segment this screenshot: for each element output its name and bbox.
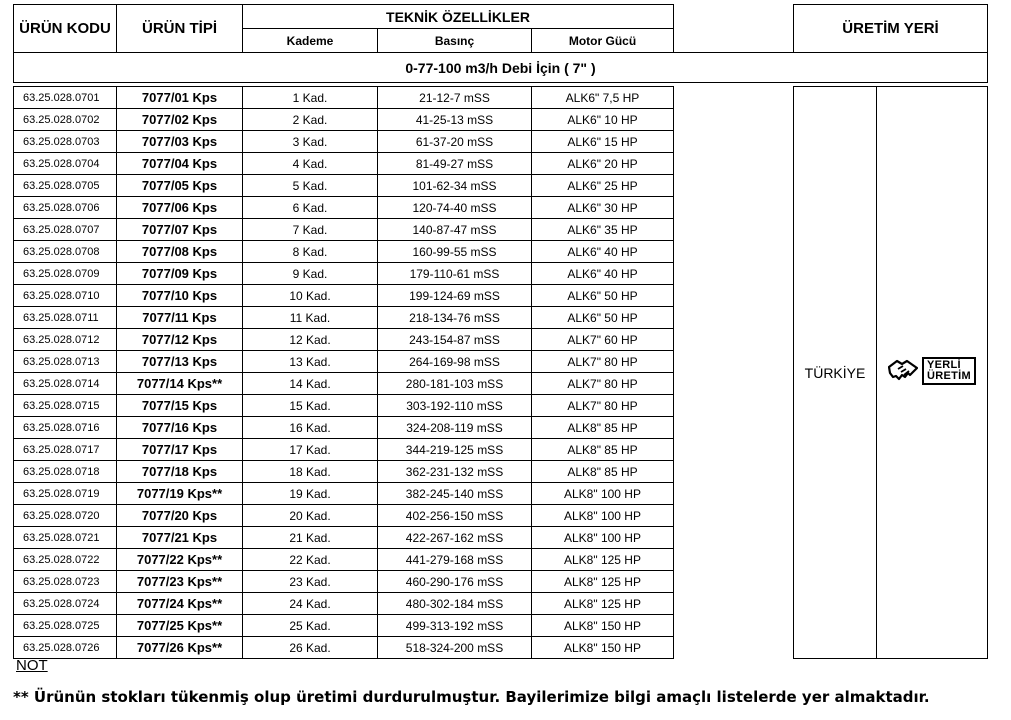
- header-technical: TEKNİK ÖZELLİKLER: [243, 5, 674, 29]
- product-code-cell: 63.25.028.0722: [14, 549, 117, 571]
- pressure-cell: 303-192-110 mSS: [378, 395, 532, 417]
- pressure-cell: 441-279-168 mSS: [378, 549, 532, 571]
- pressure-cell: 280-181-103 mSS: [378, 373, 532, 395]
- pressure-cell: 402-256-150 mSS: [378, 505, 532, 527]
- product-code-cell: 63.25.028.0709: [14, 263, 117, 285]
- handshake-icon: [888, 358, 918, 384]
- product-code-cell: 63.25.028.0726: [14, 637, 117, 659]
- motor-power-cell: ALK8" 85 HP: [532, 417, 674, 439]
- note-label: NOT: [16, 657, 48, 674]
- product-type-cell: 7077/15 Kps: [117, 395, 243, 417]
- pressure-cell: 140-87-47 mSS: [378, 219, 532, 241]
- motor-power-cell: ALK8" 125 HP: [532, 593, 674, 615]
- product-table: [13, 4, 988, 659]
- product-type-cell: 7077/25 Kps**: [117, 615, 243, 637]
- header-production-place: ÜRETİM YERİ: [794, 5, 988, 53]
- product-code-cell: 63.25.028.0718: [14, 461, 117, 483]
- header-pressure: Basınç: [378, 29, 532, 53]
- pressure-cell: 218-134-76 mSS: [378, 307, 532, 329]
- pressure-cell: 243-154-87 mSS: [378, 329, 532, 351]
- product-code-cell: 63.25.028.0705: [14, 175, 117, 197]
- stage-cell: 11 Kad.: [243, 307, 378, 329]
- motor-power-cell: ALK8" 150 HP: [532, 637, 674, 659]
- header-motor-power: Motor Gücü: [532, 29, 674, 53]
- pressure-cell: 120-74-40 mSS: [378, 197, 532, 219]
- product-type-cell: 7077/22 Kps**: [117, 549, 243, 571]
- pressure-cell: 499-313-192 mSS: [378, 615, 532, 637]
- pressure-cell: 21-12-7 mSS: [378, 87, 532, 109]
- pressure-cell: 344-219-125 mSS: [378, 439, 532, 461]
- product-code-cell: 63.25.028.0712: [14, 329, 117, 351]
- pressure-cell: 324-208-119 mSS: [378, 417, 532, 439]
- product-code-cell: 63.25.028.0711: [14, 307, 117, 329]
- product-type-cell: 7077/16 Kps: [117, 417, 243, 439]
- stage-cell: 16 Kad.: [243, 417, 378, 439]
- pressure-cell: 518-324-200 mSS: [378, 637, 532, 659]
- motor-power-cell: ALK8" 125 HP: [532, 571, 674, 593]
- product-code-cell: 63.25.028.0708: [14, 241, 117, 263]
- stage-cell: 4 Kad.: [243, 153, 378, 175]
- pressure-cell: 460-290-176 mSS: [378, 571, 532, 593]
- product-type-cell: 7077/24 Kps**: [117, 593, 243, 615]
- stage-cell: 5 Kad.: [243, 175, 378, 197]
- stage-cell: 17 Kad.: [243, 439, 378, 461]
- pressure-cell: 160-99-55 mSS: [378, 241, 532, 263]
- pressure-cell: 422-267-162 mSS: [378, 527, 532, 549]
- product-type-cell: 7077/04 Kps: [117, 153, 243, 175]
- product-type-cell: 7077/23 Kps**: [117, 571, 243, 593]
- motor-power-cell: ALK8" 125 HP: [532, 549, 674, 571]
- header-spacer: [674, 5, 794, 53]
- motor-power-cell: ALK8" 100 HP: [532, 505, 674, 527]
- motor-power-cell: ALK6" 15 HP: [532, 131, 674, 153]
- stage-cell: 15 Kad.: [243, 395, 378, 417]
- pressure-cell: 101-62-34 mSS: [378, 175, 532, 197]
- product-code-cell: 63.25.028.0719: [14, 483, 117, 505]
- flow-title: 0-77-100 m3/h Debi İçin ( 7" ): [14, 53, 988, 83]
- product-code-cell: 63.25.028.0706: [14, 197, 117, 219]
- product-type-cell: 7077/10 Kps: [117, 285, 243, 307]
- stage-cell: 12 Kad.: [243, 329, 378, 351]
- pressure-cell: 382-245-140 mSS: [378, 483, 532, 505]
- motor-power-cell: ALK8" 100 HP: [532, 483, 674, 505]
- product-type-cell: 7077/12 Kps: [117, 329, 243, 351]
- product-code-cell: 63.25.028.0725: [14, 615, 117, 637]
- yerli-uretim-logo: [888, 357, 976, 385]
- product-type-cell: 7077/06 Kps: [117, 197, 243, 219]
- table-row: [14, 87, 988, 109]
- product-type-cell: 7077/17 Kps: [117, 439, 243, 461]
- product-code-cell: 63.25.028.0721: [14, 527, 117, 549]
- motor-power-cell: ALK6" 50 HP: [532, 285, 674, 307]
- header-stage: Kademe: [243, 29, 378, 53]
- product-type-cell: 7077/11 Kps: [117, 307, 243, 329]
- stage-cell: 9 Kad.: [243, 263, 378, 285]
- product-type-cell: 7077/14 Kps**: [117, 373, 243, 395]
- logo-text: [922, 357, 976, 385]
- logo-line-1: YERLİ: [927, 358, 961, 371]
- motor-power-cell: ALK7" 80 HP: [532, 395, 674, 417]
- product-type-cell: 7077/20 Kps: [117, 505, 243, 527]
- stage-cell: 23 Kad.: [243, 571, 378, 593]
- stage-cell: 1 Kad.: [243, 87, 378, 109]
- stage-cell: 2 Kad.: [243, 109, 378, 131]
- pressure-cell: 199-124-69 mSS: [378, 285, 532, 307]
- product-type-cell: 7077/08 Kps: [117, 241, 243, 263]
- pressure-cell: 362-231-132 mSS: [378, 461, 532, 483]
- motor-power-cell: ALK7" 80 HP: [532, 373, 674, 395]
- stage-cell: 8 Kad.: [243, 241, 378, 263]
- motor-power-cell: ALK7" 60 HP: [532, 329, 674, 351]
- motor-power-cell: ALK6" 40 HP: [532, 241, 674, 263]
- stage-cell: 10 Kad.: [243, 285, 378, 307]
- product-code-cell: 63.25.028.0713: [14, 351, 117, 373]
- product-code-cell: 63.25.028.0707: [14, 219, 117, 241]
- pressure-cell: 179-110-61 mSS: [378, 263, 532, 285]
- motor-power-cell: ALK6" 7,5 HP: [532, 87, 674, 109]
- country-cell: TÜRKİYE: [794, 87, 877, 659]
- product-code-cell: 63.25.028.0723: [14, 571, 117, 593]
- product-code-cell: 63.25.028.0714: [14, 373, 117, 395]
- product-code-cell: 63.25.028.0704: [14, 153, 117, 175]
- stage-cell: 3 Kad.: [243, 131, 378, 153]
- product-code-cell: 63.25.028.0724: [14, 593, 117, 615]
- note-text: ** Ürünün stokları tükenmiş olup üretimi durdurulmuştur. Bayilerimize bilgi amaçlı listelerde yer almaktadır.: [13, 688, 930, 706]
- pressure-cell: 61-37-20 mSS: [378, 131, 532, 153]
- motor-power-cell: ALK6" 40 HP: [532, 263, 674, 285]
- stage-cell: 21 Kad.: [243, 527, 378, 549]
- motor-power-cell: ALK6" 10 HP: [532, 109, 674, 131]
- pressure-cell: 41-25-13 mSS: [378, 109, 532, 131]
- motor-power-cell: ALK8" 85 HP: [532, 439, 674, 461]
- product-code-cell: 63.25.028.0720: [14, 505, 117, 527]
- product-code-cell: 63.25.028.0710: [14, 285, 117, 307]
- motor-power-cell: ALK6" 20 HP: [532, 153, 674, 175]
- column-spacer: [674, 87, 794, 659]
- motor-power-cell: ALK6" 50 HP: [532, 307, 674, 329]
- stage-cell: 18 Kad.: [243, 461, 378, 483]
- product-type-cell: 7077/03 Kps: [117, 131, 243, 153]
- motor-power-cell: ALK6" 30 HP: [532, 197, 674, 219]
- stage-cell: 7 Kad.: [243, 219, 378, 241]
- stage-cell: 14 Kad.: [243, 373, 378, 395]
- header-product-code: ÜRÜN KODU: [14, 5, 117, 53]
- product-type-cell: 7077/18 Kps: [117, 461, 243, 483]
- product-code-cell: 63.25.028.0716: [14, 417, 117, 439]
- motor-power-cell: ALK8" 100 HP: [532, 527, 674, 549]
- product-type-cell: 7077/21 Kps: [117, 527, 243, 549]
- stage-cell: 26 Kad.: [243, 637, 378, 659]
- stage-cell: 25 Kad.: [243, 615, 378, 637]
- pressure-cell: 480-302-184 mSS: [378, 593, 532, 615]
- product-type-cell: 7077/09 Kps: [117, 263, 243, 285]
- stage-cell: 24 Kad.: [243, 593, 378, 615]
- product-type-cell: 7077/13 Kps: [117, 351, 243, 373]
- product-code-cell: 63.25.028.0703: [14, 131, 117, 153]
- motor-power-cell: ALK7" 80 HP: [532, 351, 674, 373]
- product-type-cell: 7077/19 Kps**: [117, 483, 243, 505]
- motor-power-cell: ALK8" 85 HP: [532, 461, 674, 483]
- product-code-cell: 63.25.028.0701: [14, 87, 117, 109]
- motor-power-cell: ALK6" 35 HP: [532, 219, 674, 241]
- stage-cell: 13 Kad.: [243, 351, 378, 373]
- stage-cell: 20 Kad.: [243, 505, 378, 527]
- motor-power-cell: ALK6" 25 HP: [532, 175, 674, 197]
- logo-line-2: ÜRETİM: [927, 369, 971, 382]
- product-type-cell: 7077/26 Kps**: [117, 637, 243, 659]
- product-type-cell: 7077/01 Kps: [117, 87, 243, 109]
- product-code-cell: 63.25.028.0715: [14, 395, 117, 417]
- stage-cell: 6 Kad.: [243, 197, 378, 219]
- stage-cell: 19 Kad.: [243, 483, 378, 505]
- logo-cell: [877, 87, 988, 659]
- stage-cell: 22 Kad.: [243, 549, 378, 571]
- pressure-cell: 81-49-27 mSS: [378, 153, 532, 175]
- header-product-type: ÜRÜN TİPİ: [117, 5, 243, 53]
- pressure-cell: 264-169-98 mSS: [378, 351, 532, 373]
- product-code-cell: 63.25.028.0717: [14, 439, 117, 461]
- motor-power-cell: ALK8" 150 HP: [532, 615, 674, 637]
- product-type-cell: 7077/07 Kps: [117, 219, 243, 241]
- product-code-cell: 63.25.028.0702: [14, 109, 117, 131]
- product-type-cell: 7077/02 Kps: [117, 109, 243, 131]
- product-type-cell: 7077/05 Kps: [117, 175, 243, 197]
